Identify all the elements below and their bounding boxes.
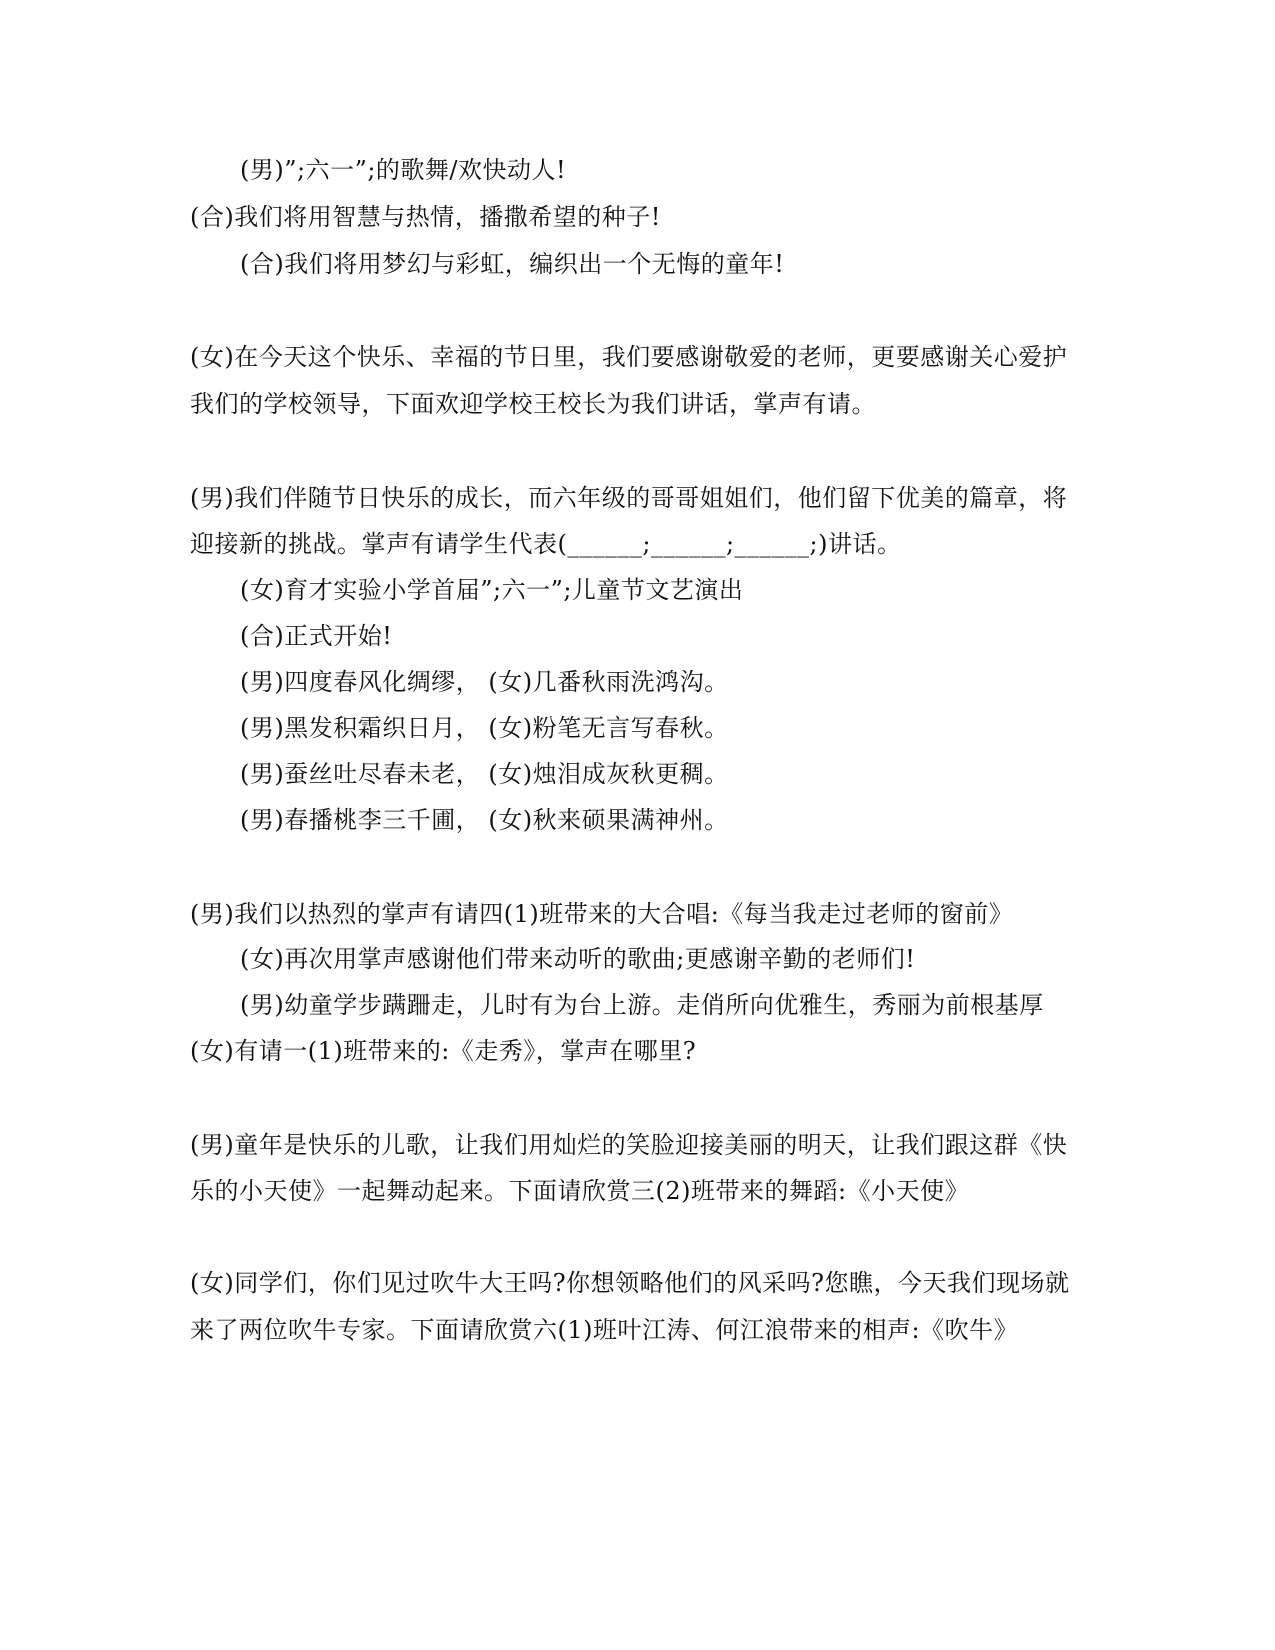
text-line: (男)春播桃李三千圃， (女)秋来硕果满神州。	[240, 806, 729, 834]
text-line: (男)蚕丝吐尽春未老， (女)烛泪成灰秋更稠。	[240, 760, 729, 788]
text-line: (男)黑发积霜织日月， (女)粉笔无言写春秋。	[240, 714, 729, 742]
text-line: (女)育才实验小学首届”;六一”;儿童节文艺演出	[240, 576, 744, 604]
text-line: (男)我们伴随节日快乐的成长，而六年级的哥哥姐姐们，他们留下优美的篇章，将	[190, 484, 1068, 512]
text-line: (男)幼童学步蹒跚走，儿时有为台上游。走俏所向优雅生，秀丽为前根基厚	[240, 991, 1044, 1019]
text-line: (女)同学们，你们见过吹牛大王吗?你想领略他们的风采吗?您瞧，今天我们现场就	[190, 1269, 1070, 1297]
text-line: (女)在今天这个快乐、幸福的节日里，我们要感谢敬爱的老师，更要感谢关心爱护	[190, 343, 1068, 371]
text-line: (女)有请一(1)班带来的:《走秀》，掌声在哪里?	[190, 1037, 697, 1065]
text-line: (合)我们将用智慧与热情，播撒希望的种子!	[190, 203, 661, 231]
text-line: (合)正式开始!	[240, 622, 393, 650]
text-line: (男)我们以热烈的掌声有请四(1)班带来的大合唱:《每当我走过老师的窗前》	[190, 900, 1014, 928]
text-line: 来了两位吹牛专家。下面请欣赏六(1)班叶江涛、何江浪带来的相声:《吹牛》	[190, 1316, 1019, 1344]
text-line: (男)四度春风化绸缪， (女)几番秋雨洗鸿沟。	[240, 668, 729, 696]
text-line: 我们的学校领导，下面欢迎学校王校长为我们讲话，掌声有请。	[190, 390, 876, 418]
text-line: (男)”;六一”;的歌舞/欢快动人!	[240, 156, 567, 184]
text-line: (女)再次用掌声感谢他们带来动听的歌曲;更感谢辛勤的老师们!	[240, 945, 916, 973]
text-line: (合)我们将用梦幻与彩虹，编织出一个无悔的童年!	[240, 250, 785, 278]
text-line: (男)童年是快乐的儿歌，让我们用灿烂的笑脸迎接美丽的明天，让我们跟这群《快	[190, 1131, 1068, 1159]
text-line: 迎接新的挑战。掌声有请学生代表(______;______;______;)讲话。	[190, 530, 902, 558]
text-line: 乐的小天使》一起舞动起来。下面请欣赏三(2)班带来的舞蹈:《小天使》	[190, 1177, 970, 1205]
